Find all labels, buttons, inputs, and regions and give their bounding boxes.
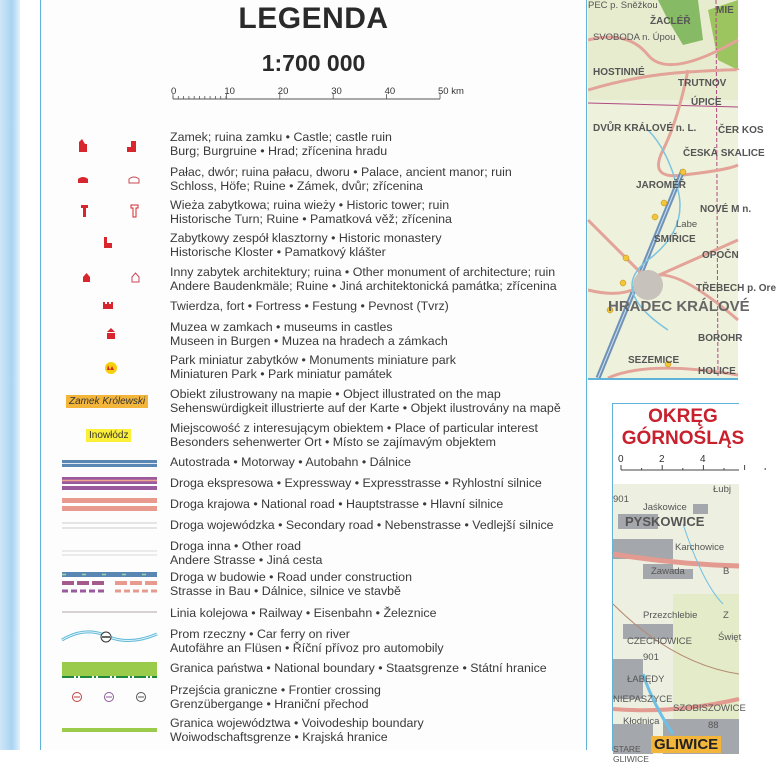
inset-place-label: Święt	[718, 632, 742, 643]
legend-item	[170, 519, 554, 533]
legend-item-text: Wieża zabytkowa; ruina wieży • Historic tower; ruin	[170, 198, 450, 212]
legend-item	[170, 266, 557, 293]
legend-item-text: Droga wojewódzka • Secondary road • Nebenstrasse • Vedlejší silnice	[170, 518, 554, 532]
miniature-park-icon	[105, 362, 117, 374]
map-place-label: HRADEC KRÁLOVÉ	[608, 298, 750, 315]
legend-item	[170, 388, 561, 415]
scale-tick-label: 50 km	[438, 86, 464, 97]
inset-place-label: CZECHOWICE	[627, 636, 692, 647]
legend-item	[170, 684, 381, 711]
inset-scale-bar	[613, 452, 739, 482]
map-place-label: NOVÉ M n.	[700, 204, 752, 215]
legend-item-text: Zabytkowy zespół klasztorny • Historic monastery	[170, 231, 442, 245]
legend-item	[170, 477, 542, 491]
national-road-symbol	[62, 498, 157, 511]
legend-item-translation: Grenzübergange • Hraniční přechod	[170, 696, 369, 711]
car-ferry-symbol	[62, 632, 157, 642]
legend-item-text: Droga w budowie • Road under construction	[170, 570, 412, 584]
legend-item	[170, 662, 547, 676]
inset-place-label: Kłodnica	[623, 716, 660, 727]
legend-item-text: Droga ekspresowa • Expressway • Expresstrasse • Ryhlostní silnice	[170, 476, 542, 490]
legend-item	[170, 300, 449, 314]
inset-place-label: Przezchlebie	[643, 610, 698, 621]
inset-place-label: ŁABĘDY	[627, 674, 665, 685]
map-excerpt	[588, 0, 776, 378]
illustrated-object-badge: Zamek Królewski	[66, 395, 148, 408]
national-boundary-symbol	[62, 662, 157, 677]
map-place-label: SVOBODA n. Úpou	[593, 32, 676, 43]
legend-item-text: Inny zabytek architektury; ruina • Other monument of architecture; ruin	[170, 265, 556, 279]
map-scale: 1:700 000	[261, 50, 366, 76]
palace-icon	[78, 177, 88, 183]
legend-item	[170, 456, 411, 470]
legend-item	[170, 354, 456, 381]
legend-item-text: Muzea w zamkach • museums in castles	[170, 320, 393, 334]
place-of-interest-badge: Inowłódz	[86, 429, 131, 442]
inset-scale-tick: 0	[618, 454, 624, 465]
other-road-symbol	[62, 551, 157, 555]
legend-item-translation: Sehenswürdigkeit illustrierte auf der Karte • Objekt ilustrovány na mapě	[170, 400, 561, 415]
inset-place-label: Jaśkowice	[643, 502, 687, 513]
voivodeship-boundary-symbol	[62, 728, 157, 732]
monument-icon	[83, 273, 90, 282]
inset-place-label: 901	[643, 652, 659, 663]
legend-item-text: Pałac, dwór; ruina pałacu, dworu • Palace, ancient manor; ruin	[170, 165, 512, 179]
legend-item	[170, 607, 436, 621]
legend-item-text: Droga krajowa • National road • Hauptstrasse • Hlavní silnice	[170, 497, 504, 511]
map-place-label: DVŮR KRÁLOVÉ n. L.	[593, 123, 697, 134]
map-place-label: PEC p. Sněžkou	[588, 0, 658, 11]
legend-item	[170, 628, 444, 655]
page-edge	[0, 0, 20, 750]
legend-title: LEGENDA	[238, 2, 389, 35]
inset-place-label: STARE GLIWICE	[613, 744, 649, 764]
map-place-label: SEZEMICE	[628, 355, 680, 366]
palace-ruin-icon	[129, 177, 139, 183]
inset-title	[613, 406, 753, 450]
scale-tick-label: 0	[171, 86, 177, 97]
frontier-crossing-icons	[73, 693, 146, 702]
legend-item-text: Twierdza, fort • Fortress • Festung • Pevnost (Tvrz)	[170, 299, 449, 313]
legend-item-translation: Burg; Burgruine • Hrad; zřícenina hradu	[170, 143, 388, 158]
legend-item	[170, 166, 512, 193]
castle-icon	[79, 139, 87, 152]
road-under-construction-symbol	[62, 572, 157, 591]
inset-place-label: Łubj	[713, 484, 731, 495]
legend-item-translation: Besonders sehenwerter Ort • Místo se zajímavým objektem	[170, 434, 496, 449]
legend-item	[170, 498, 503, 512]
legend-item-text: Park miniatur zabytków • Monuments miniature park	[170, 353, 456, 367]
legend-symbols	[55, 0, 165, 750]
map-place-label: SMIŘICE	[654, 234, 696, 245]
secondary-road-symbol	[62, 523, 157, 528]
legend-item	[170, 717, 424, 744]
legend-item-text: Obiekt zilustrowany na mapie • Object illustrated on the map	[170, 387, 501, 401]
legend-item-text: Granica państwa • National boundary • Staatsgrenze • Státní hranice	[170, 661, 547, 675]
legend-item-translation: Miniaturen Park • Park miniatur památek	[170, 366, 392, 381]
map-place-label: JAROMĚŘ	[636, 180, 687, 191]
inset-place-label: Z	[723, 610, 729, 621]
inset-place-label: 901	[613, 494, 629, 505]
castle-ruin-icon	[127, 141, 136, 152]
map-place-label: HOSTINNÉ	[593, 67, 645, 78]
tower-ruin-icon	[131, 205, 138, 217]
legend-item-translation: Strasse in Bau • Dálnice, silnice ve stavbě	[170, 583, 401, 598]
legend-item	[170, 571, 412, 598]
museum-icon	[107, 328, 115, 339]
map-place-label: ČESKÁ SKALICE	[683, 148, 765, 159]
scale-tick-label: 40	[384, 86, 396, 97]
legend-item-translation: Woiwodschaftsgrenze • Krajská hranice	[170, 729, 388, 744]
tower-icon	[81, 205, 88, 217]
map-place-label: HOLICE	[698, 366, 736, 377]
legend-item-text: Autostrada • Motorway • Autobahn • Dálnice	[170, 455, 411, 469]
map-place-label: OPOČN	[702, 250, 739, 261]
legend-item	[170, 540, 322, 567]
legend-item	[170, 321, 448, 348]
legend-item-text: Zamek; ruina zamku • Castle; castle ruin	[170, 130, 392, 144]
map-place-label: Labe	[676, 219, 698, 230]
legend-item-translation: Andere Baudenkmäle; Ruine • Jiná architektonická památka; zřícenina	[170, 278, 557, 293]
legend-item	[170, 422, 538, 449]
map-place-label: BOROHR	[698, 333, 743, 344]
legend-item-text: Granica województwa • Voivodeship boundary	[170, 716, 424, 730]
scale-tick-label: 30	[331, 86, 342, 97]
legend-item	[170, 199, 452, 226]
inset-place-label: 88	[708, 720, 719, 731]
legend-item-text: Droga inna • Other road	[170, 539, 302, 553]
legend-item-translation: Andere Strasse • Jiná cesta	[170, 552, 323, 567]
map-place-label: ŽACLÉŘ	[650, 16, 691, 27]
legend-item-translation: Historische Kloster • Pamatkový klášter	[170, 244, 386, 259]
monument-ruin-icon	[132, 273, 139, 282]
map-place-label: TŘEBECH p. Ore	[696, 283, 776, 294]
legend-item-text: Prom rzeczny • Car ferry on river	[170, 627, 350, 641]
inset-scale-tick: 4	[700, 454, 706, 465]
map-place-label: ÚPICE	[691, 97, 722, 108]
legend-item-translation: Schloss, Höfe; Ruine • Zámek, dvůr; zřícenina	[170, 178, 423, 193]
fortress-icon	[103, 302, 113, 309]
scale-tick-label: 10	[224, 86, 235, 97]
legend-item	[170, 232, 442, 259]
inset-title-line1: OKRĘG	[648, 406, 718, 427]
scale-bar	[170, 86, 470, 108]
inset-title-line2: GÓRNOŚLĄS	[621, 428, 745, 449]
inset-place-label: B	[723, 566, 730, 577]
motorway-symbol	[62, 460, 157, 467]
legend-item	[170, 131, 392, 158]
inset-place-label: GLIWICE	[651, 736, 721, 753]
legend-item-text: Miejscowość z interesującym obiektem • Place of particular interest	[170, 421, 538, 435]
legend-item-text: Linia kolejowa • Railway • Eisenbahn • Železnice	[170, 606, 437, 620]
map-place-label: MIE	[716, 5, 734, 16]
inset-place-label: Karchowice	[675, 542, 725, 553]
inset-place-label: Zawada	[651, 566, 685, 577]
expressway-symbol	[62, 477, 157, 490]
scale-tick-label: 20	[277, 86, 289, 97]
legend-item-text: Przejścia graniczne • Frontier crossing	[170, 683, 381, 697]
inset-map	[612, 403, 746, 764]
legend-item-translation: Historische Turn; Ruine • Pamatková věž; zřícenina	[170, 211, 452, 226]
map-place-label: TRUTNOV	[678, 78, 727, 89]
inset-place-label: SZOBISZOWICE	[673, 703, 746, 714]
map-place-label: ČER KOS	[718, 125, 764, 136]
inset-place-label: NIEPASZYCE	[613, 694, 673, 705]
legend-item-translation: Museen in Burgen • Muzea na hradech a zámkach	[170, 333, 448, 348]
monastery-icon	[104, 237, 112, 248]
inset-place-label: PYSKOWICE	[625, 514, 705, 529]
legend-item-translation: Autofähre an Flüsen • Říční přívoz pro automobily	[170, 640, 444, 655]
inset-scale-tick: 2	[659, 454, 665, 465]
